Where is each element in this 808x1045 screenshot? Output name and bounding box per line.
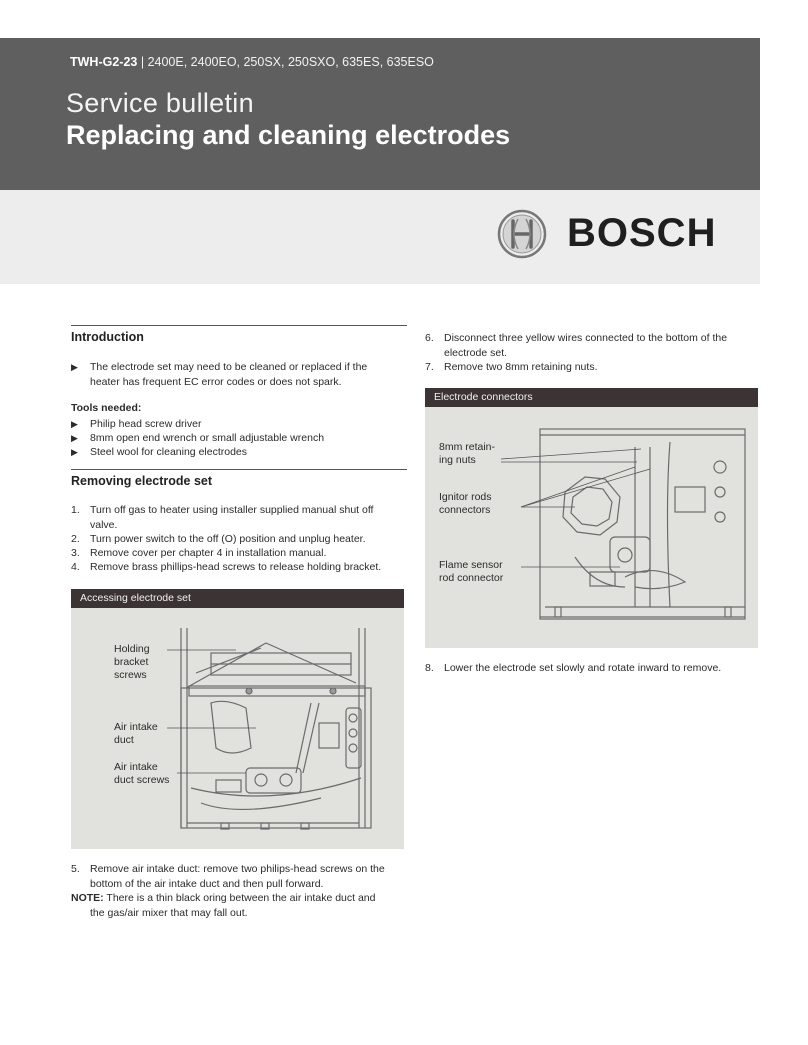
bullet-arrow-icon: ▶ [71, 362, 78, 372]
document-kicker: Service bulletin [66, 88, 254, 118]
step-number: 3. [71, 547, 80, 559]
model-separator: | [137, 55, 148, 69]
bosch-logo-icon [497, 209, 547, 259]
step-text: Lower the electrode set slowly and rotate inward to remove. [444, 662, 722, 674]
step-number: 6. [425, 332, 434, 344]
step-text: Remove brass phillips-head screws to release holding bracket. [90, 561, 382, 573]
note-text: There is a thin black oring between the air intake duct and [103, 892, 376, 904]
tools-heading: Tools needed: [71, 402, 142, 414]
removing-heading: Removing electrode set [71, 474, 213, 488]
intro-bullet-text: The electrode set may need to be cleaned or replaced if the heater has frequent EC error codes or does not spark. [90, 361, 368, 388]
step-number: 8. [425, 662, 434, 674]
figure-accessing-electrode-set [71, 608, 404, 849]
section-rule [71, 325, 407, 326]
step-number: 5. [71, 863, 80, 875]
step-text: Remove air intake duct: remove two philips-head screws on the bottom of the air intake duct and then pull forward. [90, 863, 385, 890]
step-number: 1. [71, 504, 80, 516]
tools-item-text: Steel wool for cleaning electrodes [90, 446, 248, 458]
figure-label: 8mm retain- ing nuts [439, 441, 496, 466]
tools-item-text: Philip head screw driver [90, 418, 202, 430]
note-label: NOTE: [71, 892, 104, 904]
figure-caption: Electrode connectors [425, 388, 758, 407]
brand-band [0, 190, 760, 284]
step-text: Turn power switch to the off (O) position and unplug heater. [90, 533, 366, 545]
header-banner [0, 38, 760, 190]
bullet-arrow-icon: ▶ [71, 447, 78, 457]
figure-caption: Accessing electrode set [71, 589, 404, 608]
brand-wordmark: BOSCH [567, 211, 717, 255]
page-title: Replacing and cleaning electrodes [66, 120, 511, 150]
step-text: Remove cover per chapter 4 in installation manual. [90, 547, 327, 559]
step-number: 4. [71, 561, 80, 573]
note-text: the gas/air mixer that may fall out. [90, 906, 248, 919]
note [71, 891, 407, 920]
figure-label: Flame sensor rod connector [439, 559, 504, 584]
model-code: TWH-G2-23 [70, 55, 138, 69]
figure-label: Air intake duct screws [114, 761, 170, 786]
bullet-arrow-icon: ▶ [71, 419, 78, 429]
step-text: Disconnect three yellow wires connected to the bottom of the electrode set. [444, 332, 728, 359]
bullet-arrow-icon: ▶ [71, 433, 78, 443]
step-text: Turn off gas to heater using installer supplied manual shut off valve. [90, 504, 374, 531]
figure-electrode-connectors [425, 407, 758, 648]
model-line [70, 55, 434, 69]
tools-item-text: 8mm open end wrench or small adjustable wrench [90, 432, 325, 444]
figure-label: Air intake duct [114, 721, 158, 746]
figure-label: Ignitor rods connectors [439, 491, 492, 516]
step-text: Remove two 8mm retaining nuts. [444, 361, 598, 373]
section-rule [71, 469, 407, 470]
step-number: 7. [425, 361, 434, 373]
step-number: 2. [71, 533, 80, 545]
figure-label: Holding bracket screws [114, 643, 150, 681]
model-list: 2400E, 2400EO, 250SX, 250SXO, 635ES, 635ESO [147, 55, 434, 69]
intro-heading: Introduction [71, 330, 144, 344]
